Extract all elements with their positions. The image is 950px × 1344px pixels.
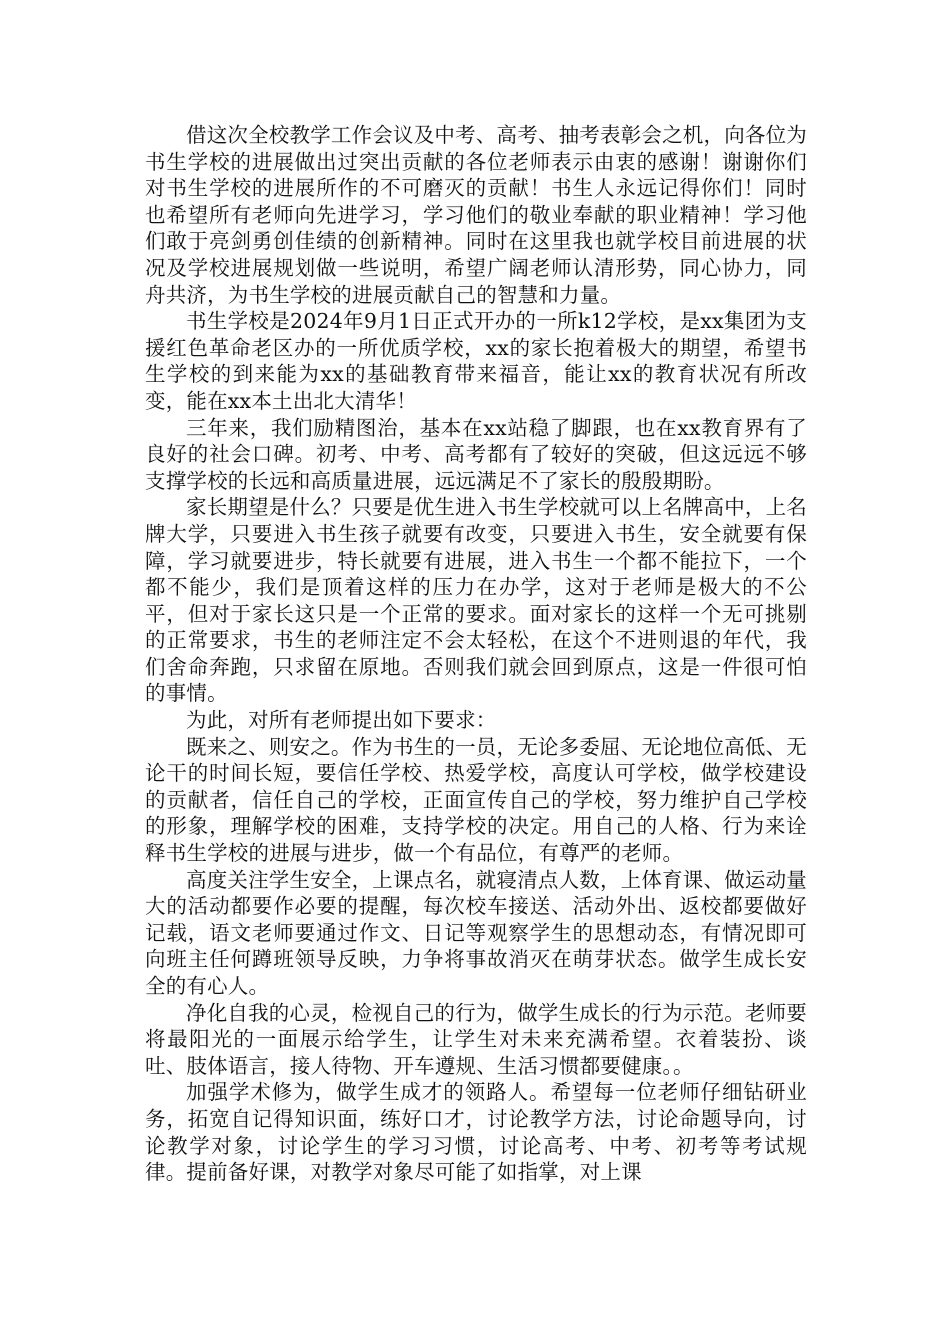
paragraph-school-founding: 书生学校是2024年9月1日正式开办的一所k12学校，是xx集团为支援红色革命老区办的一所优质学校，xx的家长抱着极大的期望，希望书生学校的到来能为xx的基础教育带来福音，能让xx的教育状况有所改变，能在xx本土出北大清华！ — [145, 309, 807, 413]
document-body — [145, 122, 807, 1186]
paragraph-requirements-intro: 为此，对所有老师提出如下要求： — [186, 708, 497, 733]
paragraph-parent-expectations: 家长期望是什么？只要是优生进入书生学校就可以上名牌高中，上名牌大学，只要进入书生孩子就要有改变，只要进入书生，安全就要有保障，学习就要进步，特长就要有进展，进入书生一个都不能拉下，一个都不能少，我们是顶着这样的压力在办学，这对于老师是极大的不公平，但对于家长这只是一个正常的要求。面对家长的这样一个无可挑剔的正常要求，书生的老师注定不会太轻松，在这个不进则退的年代，我们舍命奔跑，只求留在原地。否则我们就会回到原点，这是一件很可怕的事情。 — [145, 495, 807, 706]
paragraph-requirement-scholarship: 加强学术修为，做学生成才的领路人。希望每一位老师仔细钻研业务，拓宽自记得知识面，练好口才，讨论教学方法，讨论命题导向，讨论教学对象，讨论学生的学习习惯，讨论高考、中考、初考等考试规律。提前备好课，对教学对象尽可能了如指掌，对上课 — [145, 1080, 807, 1185]
paragraph-three-years: 三年来，我们励精图治，基本在xx站稳了脚跟，也在xx教育界有了良好的社会口碑。初考、中考、高考都有了较好的突破，但这远远不够支撑学校的长远和高质量进展，远远满足不了家长的殷殷期盼。 — [145, 415, 807, 493]
paragraph-intro-thanks: 借这次全校教学工作会议及中考、高考、抽考表彰会之机，向各位为书生学校的进展做出过突出贡献的各位老师表示由衷的感谢！谢谢你们对书生学校的进展所作的不可磨灭的贡献！书生人永远记得你们！同时也希望所有老师向先进学习，学习他们的敬业奉献的职业精神！学习他们敢于亮剑勇创佳绩的创新精神。同时在这里我也就学校目前进展的状况及学校进展规划做一些说明，希望广阔老师认清形势，同心协力，同舟共济，为书生学校的进展贡献自己的智慧和力量。 — [145, 123, 807, 307]
paragraph-requirement-safety: 高度关注学生安全，上课点名，就寝清点人数，上体育课、做运动量大的活动都要作必要的提醒，每次校车接送、活动外出、返校都要做好记载，语文老师要通过作文、日记等观察学生的思想动态，有情况即可向班主任何蹲班领导反映，力争将事故消灭在萌芽状态。做学生成长安全的有心人。 — [145, 867, 807, 998]
paragraph-requirement-conduct: 净化自我的心灵，检视自己的行为，做学生成长的行为示范。老师要将最阳光的一面展示给学生，让学生对未来充满希望。衣着装扮、谈吐、肢体语言，接人待物、开车遵规、生活习惯都要健康。。 — [145, 1000, 807, 1078]
paragraph-requirement-loyalty: 既来之、则安之。作为书生的一员，无论多委屈、无论地位高低、无论干的时间长短，要信任学校、热爱学校，高度认可学校，做学校建设的贡献者，信任自己的学校，正面宣传自己的学校，努力维护自己学校的形象，理解学校的困难，支持学校的决定。用自己的人格、行为来诠释书生学校的进展与进步，做一个有品位，有尊严的老师。 — [145, 734, 807, 866]
